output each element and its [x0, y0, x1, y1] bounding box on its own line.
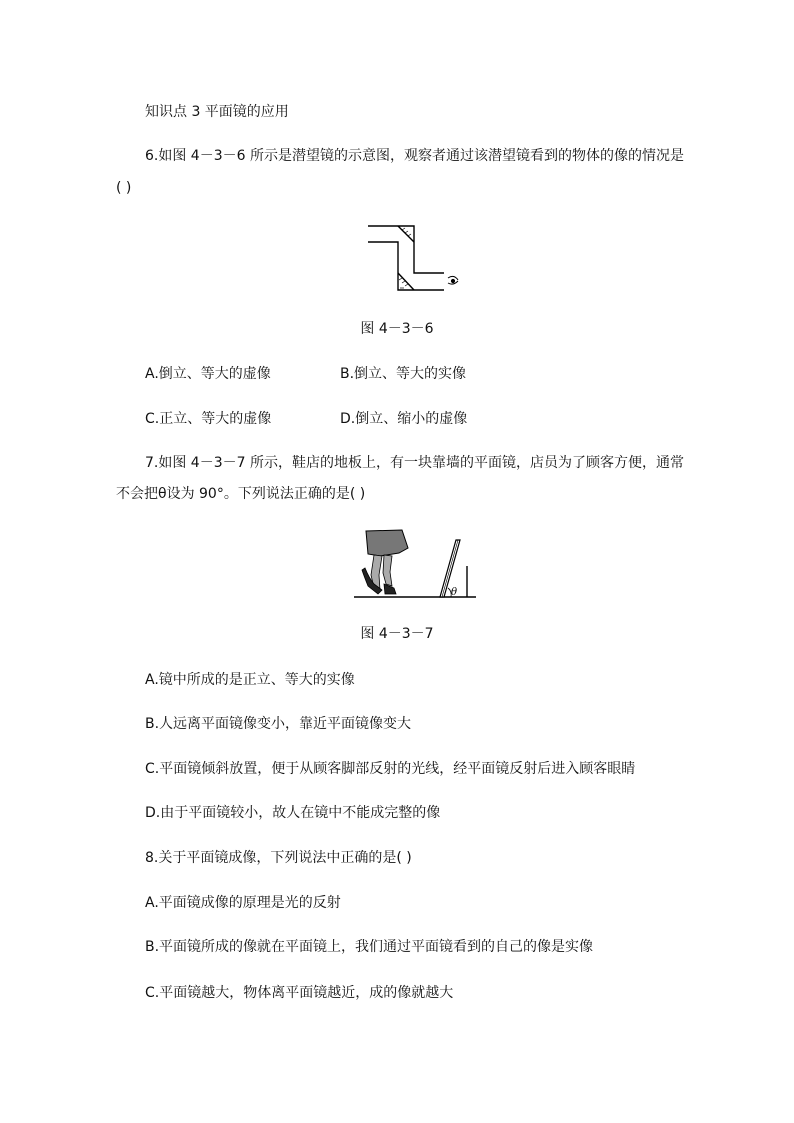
periscope-diagram [360, 220, 470, 296]
figure-4-3-6-caption: 图 4－3－6 [360, 321, 434, 337]
question-6-option-c: C.正立、等大的虚像 [145, 411, 272, 427]
question-7-option-b: B.人远离平面镜像变小，靠近平面镜像变大 [145, 716, 412, 732]
question-6-option-b: B.倒立、等大的实像 [340, 366, 467, 382]
question-7-stem-line-1: 7.如图 4－3－7 所示，鞋店的地板上，有一块靠墙的平面镜，店员为了顾客方便，通常 [145, 455, 684, 471]
question-7-option-c: C.平面镜倾斜放置，便于从顾客脚部反射的光线，经平面镜反射后进入顾客眼睛 [145, 761, 636, 777]
section-heading: 知识点 3 平面镜的应用 [145, 104, 289, 120]
angle-theta-label: θ [451, 587, 458, 598]
question-6-stem: 6.如图 4－3－6 所示是潜望镜的示意图，观察者通过该潜望镜看到的物体的像的情况是 [145, 148, 684, 164]
question-7-option-a: A.镜中所成的是正立、等大的实像 [145, 672, 355, 688]
eye-icon [448, 276, 458, 284]
shoe-store-mirror-diagram [352, 528, 478, 600]
question-8-option-a: A.平面镜成像的原理是光的反射 [145, 895, 341, 911]
figure-4-3-7-caption: 图 4－3－7 [360, 626, 434, 642]
question-6-answer-blank: ( ) [116, 180, 132, 196]
question-6-option-a: A.倒立、等大的虚像 [145, 366, 271, 382]
question-6-option-d: D.倒立、缩小的虚像 [340, 411, 468, 427]
question-8-stem: 8.关于平面镜成像，下列说法中正确的是( ) [145, 850, 412, 866]
customer-figure [366, 530, 408, 556]
question-8-option-c: C.平面镜越大，物体离平面镜越近，成的像就越大 [145, 985, 454, 1001]
question-7-stem-line-2: 不会把θ设为 90°。下列说法正确的是( ) [116, 486, 366, 502]
question-7-option-d: D.由于平面镜较小，故人在镜中不能成完整的像 [145, 805, 441, 821]
question-8-option-b: B.平面镜所成的像就在平面镜上，我们通过平面镜看到的自己的像是实像 [145, 939, 594, 955]
